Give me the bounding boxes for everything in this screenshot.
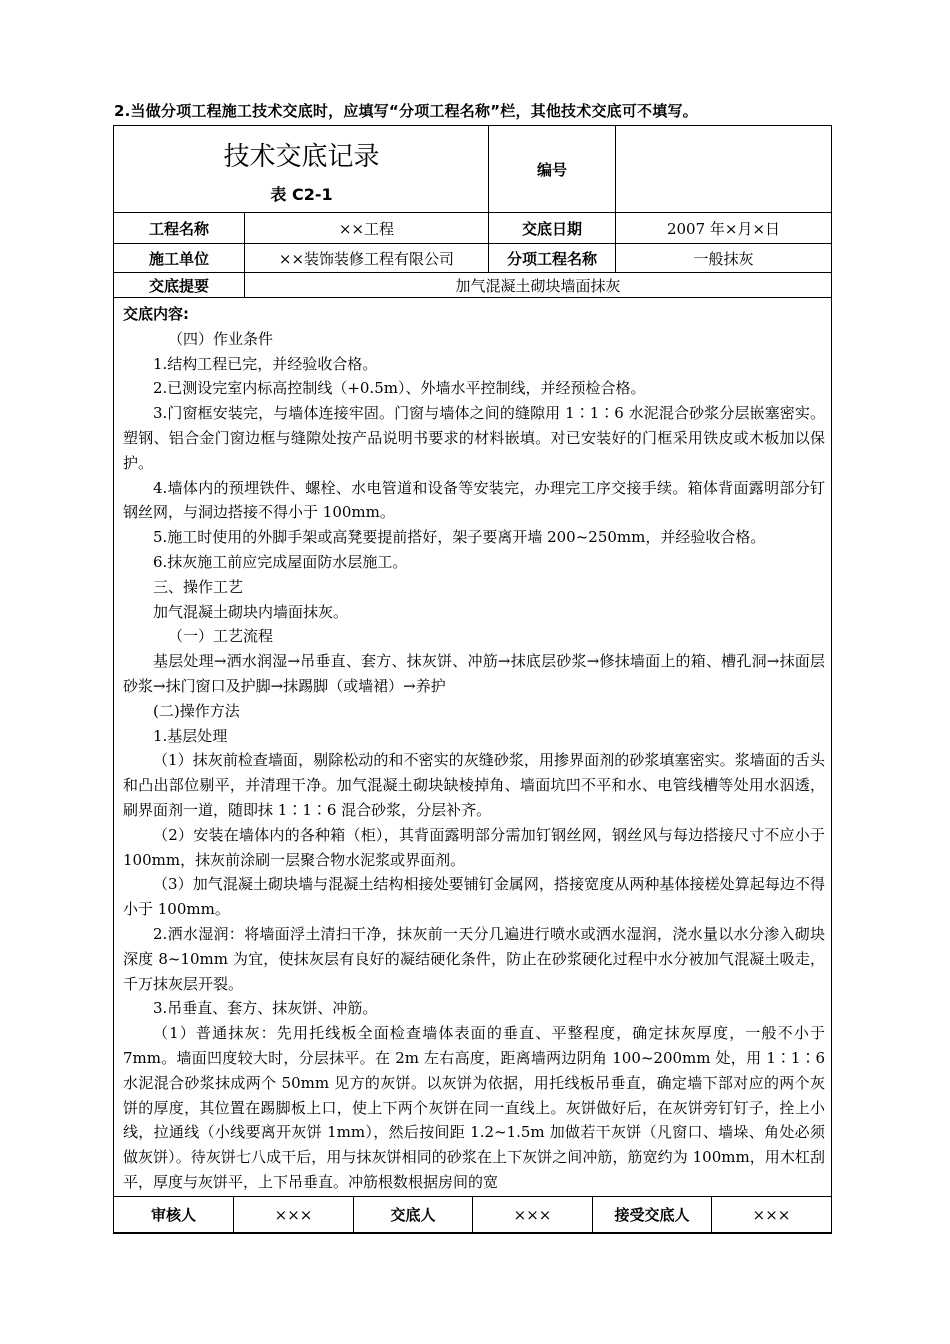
content-paragraph: （1）抹灰前检查墙面，剔除松动的和不密实的灰缝砂浆，用掺界面剂的砂浆填塞密实。浆墙面的舌头和凸出部位剔平，并清理干净。加气混凝土砌块缺棱掉角、墙面坑凹不平和水、电管线槽等处用水泅透，刷界面剂一道，随即抹 1∶1∶6 混合砂浆，分层补齐。 xyxy=(123,751,825,819)
disclosure-date-value: 2007 年×月×日 xyxy=(666,219,781,238)
project-name-value: ××工程 xyxy=(338,219,395,238)
content-paragraph: 2.已测设完室内标高控制线（+0.5m）、外墙水平控制线，并经预检合格。 xyxy=(153,379,646,398)
content-paragraph: 5.施工时使用的外脚手架或高凳要提前搭好，架子要离开墙 200~250mm，并经验收合格。 xyxy=(153,528,766,547)
number-label: 编号 xyxy=(536,160,567,179)
receiver-label: 接受交底人 xyxy=(614,1206,690,1224)
form-note: 2.当做分项工程施工技术交底时，应填写“分项工程名称”栏，其他技术交底可不填写。 xyxy=(114,102,698,120)
content-paragraph: 1.基层处理 xyxy=(153,726,228,745)
receiver-value: ××× xyxy=(752,1205,791,1224)
content-paragraph: (二)操作方法 xyxy=(153,701,240,720)
content-paragraph: 6.抹灰施工前应完成屋面防水层施工。 xyxy=(153,552,408,571)
content-paragraph: 基层处理→洒水润湿→吊垂直、套方、抹灰饼、冲筋→抹底层砂浆→修抹墙面上的箱、槽孔洞→抹面层砂浆→抹门窗口及护脚→抹踢脚（或墙裙）→养护 xyxy=(123,652,825,695)
construction-unit-value: ××装饰装修工程有限公司 xyxy=(278,249,455,268)
disclosure-date-label: 交底日期 xyxy=(521,219,582,238)
disclosure-content xyxy=(123,302,825,1195)
content-paragraph: 三、操作工艺 xyxy=(153,577,244,596)
record-form xyxy=(113,125,832,1233)
content-paragraph: 1.结构工程已完，并经验收合格。 xyxy=(153,354,378,373)
discloser-value: ××× xyxy=(513,1205,552,1224)
signature-row xyxy=(113,1196,832,1234)
reviewer-label: 审核人 xyxy=(150,1206,196,1224)
construction-unit-label: 施工单位 xyxy=(148,249,209,268)
content-paragraph: 4.墙体内的预埋铁件、螺栓、水电管道和设备等安装完，办理完工序交接手续。箱体背面露明部分钉钢丝网，与洞边搭接不得小于 100mm。 xyxy=(123,478,825,522)
reviewer-value: ××× xyxy=(274,1205,313,1224)
summary-value: 加气混凝土砌块墙面抹灰 xyxy=(455,276,621,295)
number-field[interactable] xyxy=(616,126,831,212)
divider xyxy=(114,297,831,298)
content-paragraph: （一）工艺流程 xyxy=(168,627,274,646)
summary-label: 交底提要 xyxy=(148,276,209,295)
project-name-label: 工程名称 xyxy=(148,219,209,238)
content-paragraph: （四）作业条件 xyxy=(168,329,274,348)
form-number: 表 C2-1 xyxy=(270,185,333,204)
content-paragraph: 3.吊垂直、套方、抹灰饼、冲筋。 xyxy=(153,999,378,1018)
content-paragraph: （2）安装在墙体内的各种箱（柜），其背面露明部分需加钉钢丝网，钢丝风与每边搭接尺寸不应小于 100mm，抹灰前涂刷一层聚合物水泥浆或界面剂。 xyxy=(123,825,825,869)
content-heading: 交底内容: xyxy=(123,305,189,323)
content-paragraph: （1）普通抹灰：先用托线板全面检查墙体表面的垂直、平整程度，确定抹灰厚度，一般不小于 7mm。墙面凹度较大时，分层抹平。在 2m 左右高度，距离墙两边阴角 100~200mm 处，用 1∶1∶6 水泥混合砂浆抹成两个 50mm 见方的灰饼。以灰饼为依据，用托线板吊垂直，确定墙下部对应的两个灰饼的厚度，其位置在踢脚板上口，使上下两个灰饼在同一直线上。灰饼做好后，在灰饼旁钉钉子，拴上小线，拉通线（小线要离开灰饼 1mm），然后按间距 1.2~1.5m 加做若干灰饼（凡窗口、墙垛、角处必须做灰饼）。待灰饼七八成干后，用与抹灰饼相同的砂浆在上下灰饼之间冲筋，筋宽约为 100mm，用木杠刮平，厚度与灰饼平，上下吊垂直。冲筋根数根据房间的宽 xyxy=(123,1024,825,1191)
content-paragraph: 3.门窗框安装完，与墙体连接牢固。门窗与墙体之间的缝隙用 1∶1∶6 水泥混合砂浆分层嵌塞密实。塑钢、铝合金门窗边框与缝隙处按产品说明书要求的材料嵌填。对已安装好的门框采用铁皮或木板加以保护。 xyxy=(123,404,825,472)
content-paragraph: 加气混凝土砌块内墙面抹灰。 xyxy=(153,602,349,621)
content-paragraph: （3）加气混凝土砌块墙与混凝土结构相接处要铺钉金属网，搭接宽度从两种基体接槎处算起每边不得小于 100mm。 xyxy=(123,875,825,919)
sub-project-value: 一般抹灰 xyxy=(693,249,754,268)
form-title: 技术交底记录 xyxy=(223,142,380,172)
sub-project-label: 分项工程名称 xyxy=(506,249,597,268)
content-paragraph: 2.洒水湿润：将墙面浮土清扫干净，抹灰前一天分几遍进行喷水或洒水湿润，浇水量以水分渗入砌块深度 8~10mm 为宜，使抹灰层有良好的凝结硬化条件，防止在砂浆硬化过程中水分被加气混凝土吸走，千万抹灰层开裂。 xyxy=(123,924,825,993)
discloser-label: 交底人 xyxy=(390,1206,436,1224)
